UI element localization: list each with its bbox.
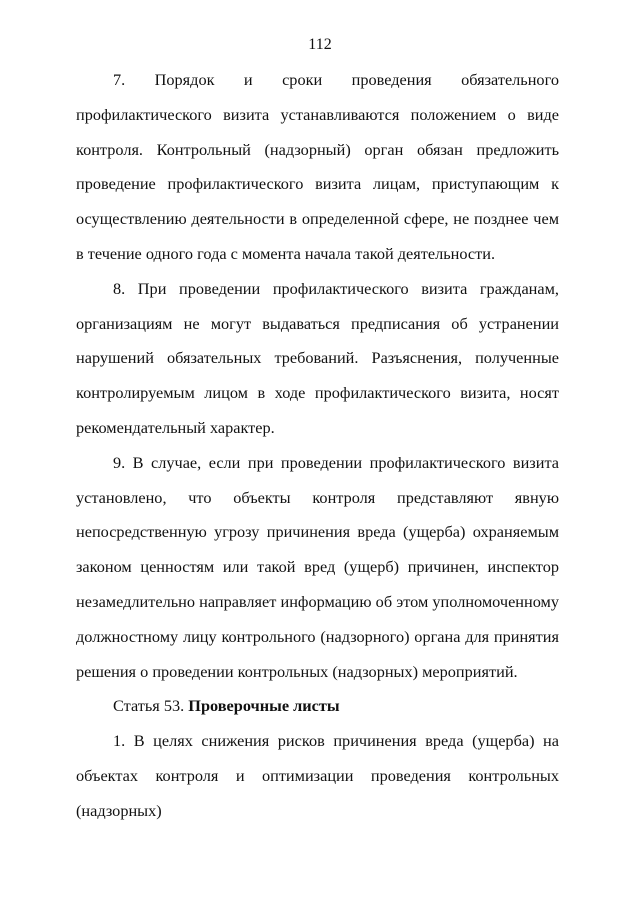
paragraph-9: 9. В случае, если при проведении профилактического визита установлено, что объекты контроля представляют явную непосредственную угрозу причинения вреда (ущерба) охраняемым законом ценностям или такой вред (ущерб) причинен, инспектор незамедлительно направляет информацию об этом уполномоченному должностному лицу контрольного (надзорного) органа для принятия решения о проведении контрольных (надзорных) мероприятий.: [76, 452, 559, 681]
article-prefix: Статья 53.: [113, 696, 189, 716]
article-heading: [76, 689, 559, 724]
paragraph-7: 7. Порядок и сроки проведения обязательного профилактического визита устанавливаются положением о виде контроля. Контрольный (надзорный) орган обязан предложить проведение профилактического визита лицам, приступающим к осуществлению деятельности в определенной сфере, не позднее чем в течение одного года с момента начала такой деятельности.: [76, 70, 559, 263]
document-body: [76, 63, 559, 829]
paragraph-8: 8. При проведении профилактического визита гражданам, организациям не могут выдаваться предписания об устранении нарушений обязательных требований. Разъяснения, полученные контролируемым лицом в ходе профилактического визита, носят рекомендательный характер.: [76, 278, 559, 437]
article-title: Проверочные листы: [188, 696, 340, 716]
page-number: 112: [308, 36, 332, 53]
paragraph-article-53-1: 1. В целях снижения рисков причинения вреда (ущерба) на объектах контроля и оптимизации проведения контрольных (надзорных): [76, 731, 559, 820]
